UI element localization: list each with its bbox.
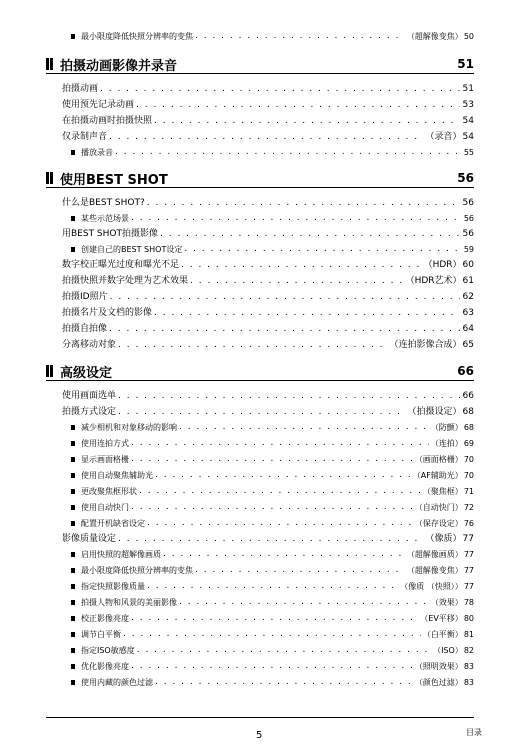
bullet-icon <box>71 34 75 39</box>
section-title: 拍摄动画影像并录音 <box>60 58 178 74</box>
entry-tag: （ISO） <box>433 646 463 655</box>
dot-leader <box>100 84 460 95</box>
section-title: 高级设定 <box>60 365 113 381</box>
entry-tag: （超解像画质） <box>406 550 463 559</box>
dot-leader <box>154 116 460 127</box>
dot-leader <box>179 597 429 608</box>
entry-label: 拍摄名片及文档的影像 <box>62 308 153 318</box>
bullet-icon <box>71 568 75 573</box>
dot-leader <box>131 454 413 465</box>
dot-leader <box>131 613 418 624</box>
bullet-icon <box>71 441 75 446</box>
entry-page: 68 <box>462 407 474 417</box>
entry-tag: （聚焦框） <box>422 487 463 496</box>
toc-entry[interactable] <box>71 467 474 481</box>
toc-entry[interactable] <box>62 81 474 95</box>
section-bars-icon <box>46 172 54 184</box>
entry-page: 51 <box>462 84 474 94</box>
bullet-icon <box>71 489 75 494</box>
toc-entry[interactable] <box>62 113 474 127</box>
bullet-icon <box>71 216 75 221</box>
entry-tag: （连拍） <box>430 439 463 448</box>
toc-entry[interactable] <box>71 515 474 529</box>
bullet-icon <box>71 616 75 621</box>
toc-entry[interactable] <box>71 499 474 513</box>
entry-tag: （照明效果） <box>414 662 463 671</box>
entry-page: 78 <box>463 598 474 607</box>
entry-tag: （效果） <box>430 598 463 607</box>
toc-entry[interactable] <box>62 195 474 209</box>
dot-leader <box>109 132 424 143</box>
dot-leader <box>147 518 413 529</box>
dot-leader <box>109 324 460 335</box>
dot-leader <box>147 198 460 209</box>
toc-entry[interactable] <box>71 210 474 224</box>
entry-page: 56 <box>463 214 474 223</box>
entry-tag: （防颤） <box>430 423 463 432</box>
entry-tag: （颜色过滤） <box>414 678 463 687</box>
entry-label: 最小限度降低快照分辨率的变焦 <box>81 566 193 575</box>
toc-entry[interactable] <box>62 321 474 335</box>
toc-entry[interactable] <box>62 226 474 240</box>
bullet-icon <box>71 680 75 685</box>
entry-tag: （连拍影像合成） <box>389 340 462 350</box>
entry-tag: （白平衡） <box>422 630 463 639</box>
toc-entry[interactable] <box>62 388 474 402</box>
dot-leader <box>118 391 460 402</box>
bullet-icon <box>71 521 75 526</box>
dot-leader <box>163 549 405 560</box>
toc-entry[interactable] <box>71 626 474 640</box>
entry-label: 使用连拍方式 <box>81 439 129 448</box>
section-bars-icon <box>46 365 54 377</box>
entry-tag: （拍摄设定） <box>407 407 462 417</box>
entry-page: 53 <box>462 100 474 110</box>
entry-page: 55 <box>463 148 474 157</box>
entry-label: 配置开机缺省设定 <box>81 519 145 528</box>
section-title: 使用BEST SHOT <box>60 172 168 188</box>
entry-tag: （像质） <box>425 534 462 544</box>
entry-page: 71 <box>463 487 474 496</box>
entry-page: 68 <box>463 423 474 432</box>
entry-page: 82 <box>463 646 474 655</box>
dot-leader <box>110 292 460 303</box>
entry-label: 使用预先记录动画 <box>62 100 135 110</box>
dot-leader <box>131 661 413 672</box>
entry-page: 77 <box>463 566 474 575</box>
dot-leader <box>137 645 431 656</box>
bullet-icon <box>71 425 75 430</box>
section-page: 51 <box>457 57 474 71</box>
dot-leader <box>195 31 405 42</box>
toc-entry[interactable] <box>71 28 474 42</box>
dot-leader <box>131 502 413 513</box>
entry-tag: （像质 （快照）） <box>400 582 463 591</box>
section-header[interactable] <box>46 362 474 381</box>
entry-label: 分离移动对象 <box>62 340 117 350</box>
entry-page: 80 <box>463 614 474 623</box>
entry-tag: （超解像变焦） <box>406 32 463 41</box>
dot-leader <box>123 629 421 640</box>
toc-entry[interactable] <box>62 273 474 287</box>
entry-label: 使用画面选单 <box>62 391 117 401</box>
entry-label: 数字校正曝光过度和曝光不足 <box>62 260 180 270</box>
entry-page: 77 <box>463 582 474 591</box>
entry-label: 影像质量设定 <box>62 534 117 544</box>
toc-entry[interactable] <box>62 305 474 319</box>
entry-page: 72 <box>463 503 474 512</box>
toc-entry[interactable] <box>71 435 474 449</box>
toc-entry[interactable] <box>62 531 474 545</box>
section-page: 56 <box>457 171 474 185</box>
entry-page: 54 <box>462 132 474 142</box>
entry-page: 59 <box>463 245 474 254</box>
entry-label: 校正影像亮度 <box>81 614 129 623</box>
entry-page: 70 <box>463 455 474 464</box>
entry-page: 65 <box>462 340 474 350</box>
dot-leader <box>118 534 424 545</box>
dot-leader <box>184 244 460 255</box>
entry-page: 61 <box>462 276 474 286</box>
entry-label: 显示画面格栅 <box>81 455 129 464</box>
dot-leader <box>131 438 429 449</box>
entry-page: 62 <box>462 292 474 302</box>
toc-entry[interactable] <box>71 419 474 433</box>
toc-entry[interactable] <box>71 144 474 158</box>
dot-leader <box>139 486 421 497</box>
entry-tag: （画面格栅） <box>414 455 463 464</box>
section-page: 66 <box>457 364 474 378</box>
bullet-icon <box>71 600 75 605</box>
dot-leader <box>179 422 429 433</box>
entry-label: 调节白平衡 <box>81 630 121 639</box>
section-bars-icon <box>46 58 54 70</box>
entry-page: 81 <box>463 630 474 639</box>
toc-entry[interactable] <box>71 642 474 656</box>
entry-label: 最小限度降低快照分辨率的变焦 <box>81 32 193 41</box>
entry-page: 83 <box>463 662 474 671</box>
entry-label: 播放录音 <box>81 148 113 157</box>
entry-label: 拍摄人物和风景的美丽影像 <box>81 598 177 607</box>
entry-label: 优化影像亮度 <box>81 662 129 671</box>
entry-label: 启用快照的超解像画质 <box>81 550 161 559</box>
entry-tag: （超解像变焦） <box>406 566 463 575</box>
entry-page: 60 <box>462 260 474 270</box>
footer-divider <box>46 717 474 718</box>
dot-leader <box>118 340 388 351</box>
bullet-icon <box>71 648 75 653</box>
bullet-icon <box>71 632 75 637</box>
entry-page: 77 <box>463 550 474 559</box>
entry-page: 54 <box>462 116 474 126</box>
section-header[interactable] <box>46 55 474 74</box>
entry-tag: （HDR艺术） <box>405 276 462 286</box>
entry-label: 使用自动快门 <box>81 503 129 512</box>
entry-tag: （自动快门） <box>414 503 463 512</box>
toc-entry[interactable] <box>62 129 474 143</box>
toc-link[interactable]: 目录 <box>466 728 482 737</box>
bullet-icon <box>71 150 75 155</box>
bullet-icon <box>71 584 75 589</box>
toc-entry[interactable] <box>62 404 474 418</box>
dot-leader <box>136 100 460 111</box>
dot-leader <box>155 677 413 688</box>
dot-leader <box>115 147 461 158</box>
entry-label: 拍摄自拍像 <box>62 324 108 334</box>
entry-label: 仅录制声音 <box>62 132 108 142</box>
bullet-icon <box>71 664 75 669</box>
entry-page: 76 <box>463 519 474 528</box>
section-header[interactable] <box>46 169 474 188</box>
entry-label: 用BEST SHOT拍摄影像 <box>62 229 158 239</box>
toc-entry[interactable] <box>71 610 474 624</box>
entry-tag: （录音） <box>425 132 462 142</box>
dot-leader <box>160 229 460 240</box>
entry-label: 拍摄ID照片 <box>62 292 108 302</box>
entry-page: 63 <box>462 308 474 318</box>
entry-label: 减少相机和对象移动的影响 <box>81 423 177 432</box>
entry-tag: （保存设定） <box>414 519 463 528</box>
entry-page: 83 <box>463 678 474 687</box>
bullet-icon <box>71 552 75 557</box>
toc-entry[interactable] <box>71 594 474 608</box>
entry-label: 指定快照影像质量 <box>81 582 145 591</box>
entry-label: 创建自己的BEST SHOT设定 <box>81 245 183 254</box>
entry-page: 70 <box>463 471 474 480</box>
toc-entry[interactable] <box>71 562 474 576</box>
dot-leader <box>131 213 461 224</box>
bullet-icon <box>71 505 75 510</box>
dot-leader <box>118 407 406 418</box>
entry-label: 拍摄动画 <box>62 84 99 94</box>
bullet-icon <box>71 457 75 462</box>
dot-leader <box>181 260 422 271</box>
toc-entry[interactable] <box>71 483 474 497</box>
dot-leader <box>195 565 405 576</box>
toc-entry[interactable] <box>71 674 474 688</box>
dot-leader <box>155 470 411 481</box>
entry-label: 更改聚焦框形状 <box>81 487 137 496</box>
page-number: 5 <box>256 730 263 741</box>
toc-entry[interactable] <box>62 257 474 271</box>
entry-page: 69 <box>463 439 474 448</box>
toc-entry[interactable] <box>71 241 474 255</box>
toc-entry[interactable] <box>62 289 474 303</box>
entry-label: 指定ISO敏感度 <box>81 646 135 655</box>
entry-label: 拍摄快照并数字处理为艺术效果 <box>62 276 189 286</box>
entry-tag: （AF辅助光） <box>412 471 463 480</box>
entry-page: 56 <box>462 229 474 239</box>
entry-label: 什么是BEST SHOT? <box>62 198 145 208</box>
bullet-icon <box>71 473 75 478</box>
entry-label: 拍摄方式设定 <box>62 407 117 417</box>
toc-entry[interactable] <box>71 546 474 560</box>
toc-entry[interactable] <box>71 451 474 465</box>
entry-page: 50 <box>463 32 474 41</box>
dot-leader <box>154 308 460 319</box>
entry-label: 在拍摄动画时拍摄快照 <box>62 116 153 126</box>
dot-leader <box>190 276 404 287</box>
entry-label: 使用内藏的颜色过滤 <box>81 678 153 687</box>
toc-entry[interactable] <box>62 97 474 111</box>
entry-label: 某些示范场景 <box>81 214 129 223</box>
toc-entry[interactable] <box>62 337 474 351</box>
entry-page: 64 <box>462 324 474 334</box>
toc-entry[interactable] <box>71 658 474 672</box>
bullet-icon <box>71 247 75 252</box>
toc-entry[interactable] <box>71 578 474 592</box>
entry-page: 77 <box>462 534 474 544</box>
entry-tag: （EV平移） <box>420 614 463 623</box>
entry-page: 66 <box>462 391 474 401</box>
entry-page: 56 <box>462 198 474 208</box>
entry-tag: （HDR） <box>423 260 462 270</box>
entry-label: 使用自动聚焦辅助光 <box>81 471 153 480</box>
dot-leader <box>147 581 398 592</box>
